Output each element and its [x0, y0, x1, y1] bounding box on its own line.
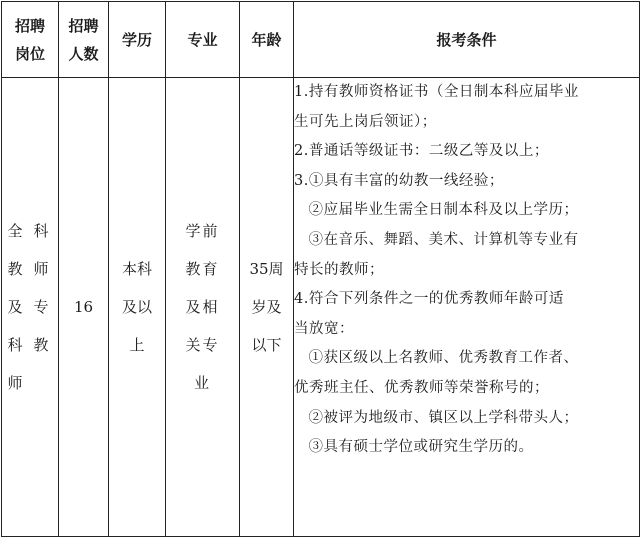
- cell-count: 16: [59, 78, 109, 537]
- header-age: 年龄: [240, 2, 294, 78]
- condition-line: 生可先上岗后领证）；: [294, 113, 437, 130]
- header-count: 招聘人数: [59, 2, 109, 78]
- condition-line: 当放宽：: [294, 320, 354, 337]
- condition-line: 2.普通话等级证书：二级乙等及以上；: [294, 143, 549, 160]
- table-row: [2, 78, 640, 537]
- condition-line: ③在音乐、舞蹈、美术、计算机等专业有: [308, 231, 579, 248]
- header-position: 招聘岗位: [2, 2, 59, 78]
- cell-conditions: [294, 78, 640, 537]
- condition-line: ②应届毕业生需全日制本科及以上学历；: [308, 202, 579, 219]
- recruitment-table: [1, 1, 640, 537]
- cell-education: 本科及以上: [109, 78, 166, 537]
- cell-position: 全科教师及专科教师: [2, 78, 59, 537]
- condition-line: 特长的教师；: [294, 261, 384, 278]
- cell-major: 学前教育及相关专业: [166, 78, 240, 537]
- condition-line: 4.符合下列条件之一的优秀教师年龄可适: [294, 291, 564, 308]
- condition-line: ②被评为地级市、镇区以上学科带头人；: [308, 409, 579, 426]
- header-major: 专业: [166, 2, 240, 78]
- cell-age: 35周岁及以下: [240, 78, 294, 537]
- condition-line: 优秀班主任、优秀教师等荣誉称号的；: [294, 379, 549, 396]
- header-conditions: 报考条件: [294, 2, 640, 78]
- condition-line: ③具有硕士学位或研究生学历的。: [308, 439, 534, 456]
- condition-line: 1.持有教师资格证书（全日制本科应届毕业: [294, 84, 579, 100]
- header-row: [2, 2, 640, 78]
- conditions-list: [294, 78, 639, 463]
- condition-line: 3.①具有丰富的幼教一线经验；: [294, 172, 504, 189]
- condition-line: ①获区级以上名教师、优秀教育工作者、: [308, 350, 579, 367]
- header-education: 学历: [109, 2, 166, 78]
